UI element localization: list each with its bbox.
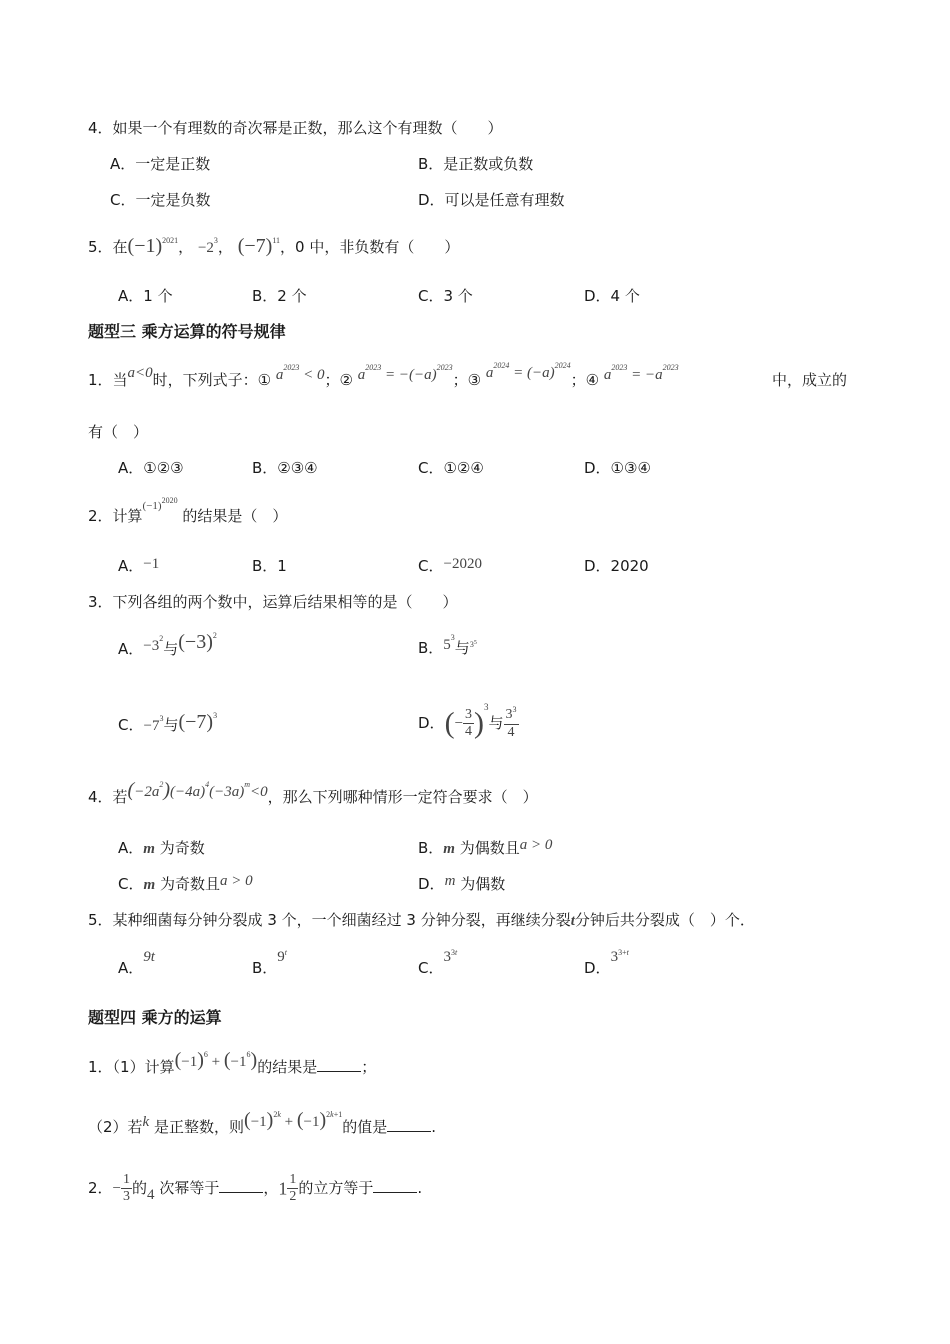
t3-q4-option-b[interactable]: B．m 为偶数且a > 0 (418, 837, 553, 857)
t3-q4-option-c[interactable]: C．m 为奇数且a > 0 (118, 873, 253, 893)
t3-q4-option-a[interactable]: A．m 为奇数 (118, 839, 205, 857)
expr-neg7-pow-11: (−7) (237, 235, 273, 257)
t3-q1-stem-line2: 有（ ） (88, 423, 149, 441)
t3-q1-option-d[interactable]: D．①③④ (584, 459, 651, 477)
t3-q1-option-c[interactable]: C．①②④ (418, 459, 484, 477)
expr-neg1-pow-2021: (−1) (127, 235, 163, 257)
answer-blank-3[interactable] (219, 1178, 263, 1193)
t4-q1-part2: （2）若k 是正整数，则$(-1)^{2k} + (-1)^{2k+1}$的值是 . (88, 1109, 437, 1136)
expr-3: $a^{2024} = (-a)^{2024}$ (485, 361, 571, 381)
t3-q5-option-d[interactable]: D．$3^{3+t}$ (584, 948, 629, 977)
expr-a-lt-0: a<0 (127, 365, 153, 381)
expr-neg2-cubed: $-2^3$ (197, 236, 218, 256)
q5-option-d[interactable]: D．4 个 (584, 287, 640, 305)
t3-q3-stem: 3．下列各组的两个数中，运算后结果相等的是（ ） (88, 593, 458, 611)
t3-q2-stem: 2．计算$^{(-1)^{2020}}$ 的结果是（ ） (88, 496, 288, 525)
t3-q2-option-c[interactable]: C．−2020 (418, 556, 482, 575)
t3-q2-option-b[interactable]: B．1 (252, 557, 287, 575)
expr-sum-2: $(-1)^{2k} + (-1)^{2k+1}$ (244, 1109, 343, 1131)
q4-option-b[interactable]: B．是正数或负数 (418, 155, 534, 173)
t4-q2-stem: 2．− $\frac{1}{3}$ 的4 次幂等于 ，1 $\frac{1}{2}$ 的立方等于 . (88, 1172, 423, 1204)
section-heading-4: 题型四 乘方的运算 (88, 1008, 222, 1027)
q4-stem: 4．如果一个有理数的奇次幂是正数，那么这个有理数（ ） (88, 119, 503, 137)
expr-2: $a^{2023} = -(-a)^{2023}$ (357, 363, 453, 383)
answer-blank-1[interactable] (317, 1057, 361, 1072)
t3-q1-option-a[interactable]: A．①②③ (118, 459, 184, 477)
q5-option-b[interactable]: B．2 个 (252, 287, 307, 305)
expr-1: $a^{2023} < 0$ (275, 363, 325, 383)
q4-option-c[interactable]: C．一定是负数 (110, 191, 211, 209)
answer-blank-4[interactable] (373, 1178, 417, 1193)
expr-4: $a^{2023} = -a^{2023}$ (603, 363, 679, 383)
answer-blank-2[interactable] (387, 1117, 431, 1132)
t3-q5-stem: 5．某种细菌每分钟分裂成 3 个，一个细菌经过 3 分钟分裂，再继续分裂t分钟后共分裂成（ ）个． (88, 911, 755, 929)
t3-q3-option-b[interactable]: B．$5^3$与$^{3^5}$ (418, 633, 477, 657)
t4-q1-stem: 1．（1）计算$(-1)^6 + (-1^6)$的结果是 ； (88, 1049, 377, 1076)
t3-q3-option-c[interactable]: C．$-7^3$与$(-7)^3$ (118, 711, 218, 734)
t3-q2-option-d[interactable]: D．2020 (584, 557, 649, 575)
q5-stem: 5．在$(-1)^{2021}$， $-2^3$， $(-7)^{11}$，0 中，非负数有（ ） (88, 235, 460, 257)
t3-q5-option-a[interactable]: A．9t (118, 949, 155, 977)
section-heading-3: 题型三 乘方运算的符号规律 (88, 322, 286, 341)
expr-sum-1: $(-1)^6 + (-1^6)$ (174, 1049, 258, 1071)
t3-q1-option-b[interactable]: B．②③④ (252, 459, 318, 477)
t3-q3-option-d[interactable]: D．(− $\frac{3}{4}$ )$^3$与 $\frac{3^3}{4}$ (418, 702, 517, 740)
t3-q5-option-b[interactable]: B．9$^t$ (252, 948, 288, 977)
q4-option-d[interactable]: D．可以是任意有理数 (418, 191, 565, 209)
q5-option-a[interactable]: A．1 个 (118, 287, 173, 305)
expr-neg1-pow-2020: (−1)2020 (142, 496, 178, 512)
t3-q4-option-d[interactable]: D．m 为偶数 (418, 873, 506, 893)
t3-q5-option-c[interactable]: C．$3^{3t}$ (418, 948, 458, 977)
t3-q3-option-a[interactable]: A．$-3^2$与$(-3)^2$ (118, 631, 217, 658)
expr-product-lt-0: $(-2a^2)(-4a)^4(-3a)^m<0$ (127, 779, 268, 801)
t3-q4-stem: 4．若$(-2a^2)(-4a)^4(-3a)^m<0$，那么下列哪种情形一定符合要求（ ） (88, 779, 538, 806)
t3-q2-option-a[interactable]: A．−1 (118, 556, 160, 575)
q4-option-a[interactable]: A．一定是正数 (110, 155, 211, 173)
q5-option-c[interactable]: C．3 个 (418, 287, 473, 305)
t3-q1-stem: 1．当a<0时，下列式子：① $a^{2023} < 0$；② $a^{2023} = -(-a)^{2023}$；③ $a^{2024} = (-a)^{2024}$；④ $a^{2023} = -a^{2023}$ 中，成立的 (88, 361, 848, 389)
